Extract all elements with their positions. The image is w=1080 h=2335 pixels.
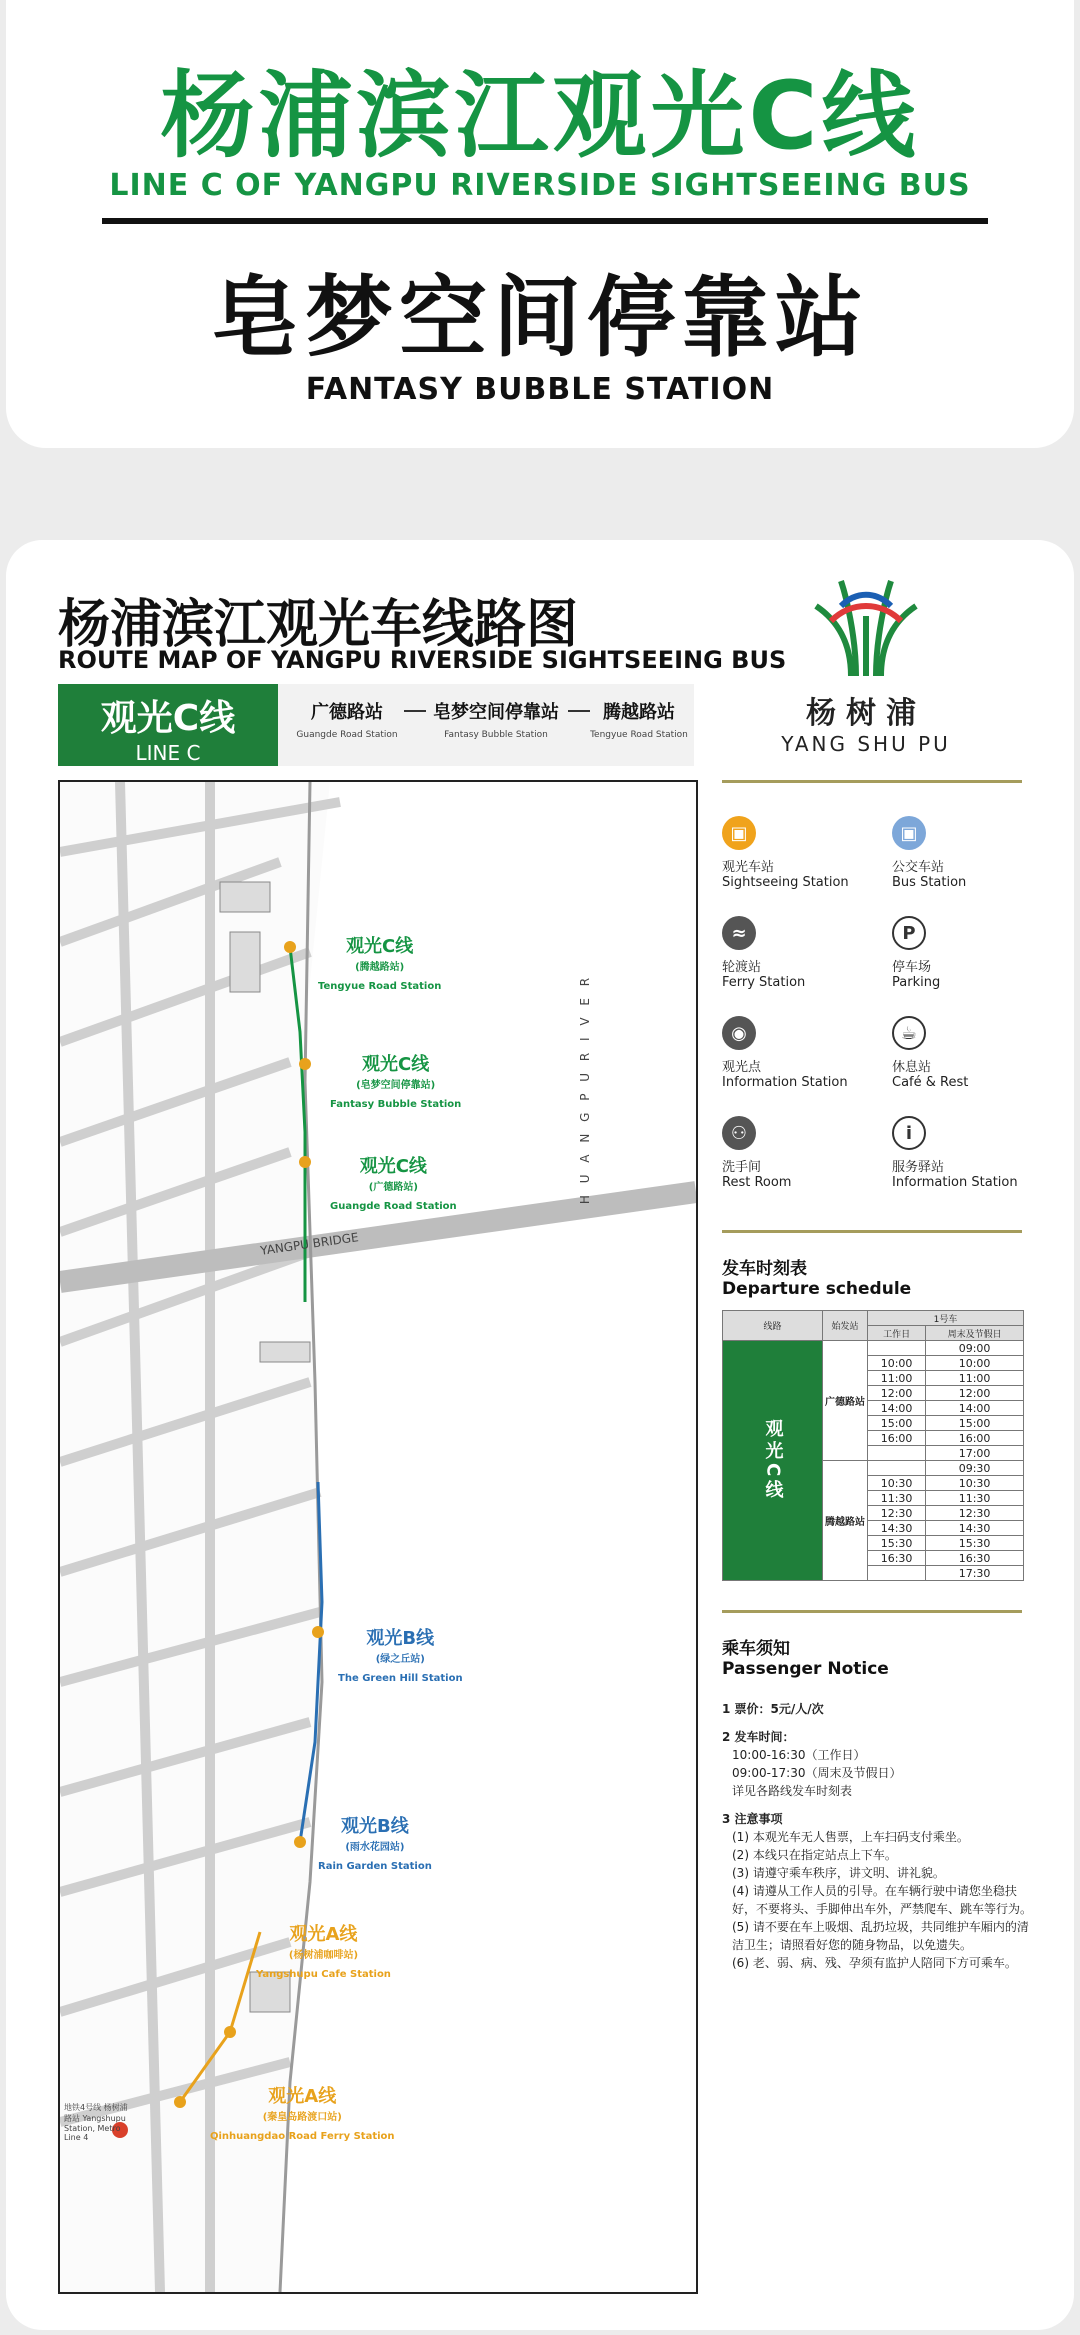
stop-guangde: 广德路站 Guangde Road Station (296, 702, 398, 740)
notice-rule: (5) 请不要在车上吸烟、乱扔垃圾，共同维护车厢内的清洁卫生；请照看好您的随身物品，以免遗失。 (732, 1920, 1029, 1952)
line-title: 杨浦滨江观光C线 (160, 62, 920, 171)
stops-bar (278, 684, 694, 766)
divider (102, 218, 988, 224)
table-row: 11:00 11:00 (723, 1371, 1024, 1386)
map-label-rain-garden: 观光B线 (雨水花园站) Rain Garden Station (318, 1816, 432, 1872)
route-map-panel (6, 540, 1074, 2330)
brand-en: YANG SHU PU (781, 732, 951, 756)
notice-fare: 1 票价：5元/人/次 (722, 1702, 824, 1716)
divider (722, 1230, 1022, 1233)
schedule-line: 观光C线 (723, 1341, 823, 1581)
table-row: 14:30 14:30 (723, 1521, 1024, 1536)
camera-icon: ◉ (722, 1016, 756, 1050)
col-weekend: 周末及节假日 (926, 1326, 1024, 1341)
table-row: 17:00 (723, 1446, 1024, 1461)
station-title: 皂梦空间停靠站 (210, 266, 869, 369)
info-icon: i (892, 1116, 926, 1150)
table-row: 观光C线 广德路站 09:00 (723, 1341, 1024, 1356)
brand-cn: 杨树浦 (806, 696, 926, 731)
stop-tengyue: 腾越路站 Tengyue Road Station (590, 702, 688, 740)
map-label-guangde: 观光C线 (广德路站) Guangde Road Station (330, 1156, 457, 1212)
schedule-table (722, 1310, 1024, 1581)
cafe-icon: ☕ (892, 1016, 926, 1050)
map-label-yangshupu-cafe: 观光A线 (杨树浦咖啡站) Yangshupu Cafe Station (256, 1924, 391, 1980)
schedule-title: 发车时刻表 Departure schedule (722, 1259, 912, 1299)
notice-title: 乘车须知 Passenger Notice (722, 1639, 889, 1679)
line-title-en: LINE C OF YANGPU RIVERSIDE SIGHTSEEING BUS (109, 168, 971, 203)
col-weekday: 工作日 (868, 1326, 926, 1341)
river-label: H U A N G P U R I V E R (578, 973, 593, 1205)
legend-bus: ▣ 公交车站 Bus Station (892, 816, 1052, 890)
map-subtitle: ROUTE MAP OF YANGPU RIVERSIDE SIGHTSEEING BUS (58, 646, 787, 674)
notice-rules-heading: 3 注意事项 (722, 1812, 783, 1826)
table-row: 15:00 15:00 (723, 1416, 1024, 1431)
table-row: 17:30 (723, 1566, 1024, 1581)
legend-ferry: ≈ 轮渡站 Ferry Station (722, 916, 882, 990)
legend-cafe: ☕ 休息站 Café & Rest (892, 1016, 1052, 1090)
table-row: 11:30 11:30 (723, 1491, 1024, 1506)
table-row: 16:30 16:30 (723, 1551, 1024, 1566)
divider (722, 780, 1022, 783)
station-sign (6, 0, 1074, 448)
restroom-icon: ⚇ (722, 1116, 756, 1150)
stop-connector (404, 710, 426, 712)
legend-sightseeing-point: ◉ 观光点 Information Station (722, 1016, 882, 1090)
bridge-label: YANGPU BRIDGE (259, 1230, 360, 1258)
ferry-icon: ≈ (722, 916, 756, 950)
table-row: 12:00 12:00 (723, 1386, 1024, 1401)
col-line: 线路 (723, 1311, 823, 1341)
map-label-fantasy-bubble: 观光C线 (皂梦空间停靠站) Fantasy Bubble Station (330, 1054, 462, 1110)
notice-rule: (4) 请遵从工作人员的引导。在车辆行驶中请您坐稳扶好，不要将头、手脚伸出车外，严禁爬车、跳车等行为。 (732, 1884, 1033, 1916)
legend-parking: P 停车场 Parking (892, 916, 1052, 990)
table-row: 16:00 16:00 (723, 1431, 1024, 1446)
line-badge-cn: 观光C线 (100, 698, 236, 739)
legend-sightseeing: ▣ 观光车站 Sightseeing Station (722, 816, 882, 890)
map-label-green-hill: 观光B线 (绿之丘站) The Green Hill Station (338, 1628, 463, 1684)
legend-info: i 服务驿站 Information Station (892, 1116, 1052, 1190)
divider (722, 1610, 1022, 1613)
passenger-notice: 1 票价：5元/人/次 2 发车时间： 10:00-16:30（工作日） 09:00-17:30（周末及节假日） 详见各路线发车时刻表 3 注意事项 (1) 本观光车无人售票，上车扫码支付乘坐。 (2) 本线只在指定站点上下车。 (3) 请遵守乘车秩序，讲文明、讲礼貌。 (4) 请遵从工作人员的引导。在车辆行驶中请您坐稳扶好，不要将头、手脚伸出车外，严禁爬车、跳车等行为。 (5) 请不要在车上吸烟、乱扔垃圾，共同维护车厢内的清洁卫生；请照看好您的随身物品，以免遗失。 (6) 老、弱、病、残、孕须有监护人陪同下方可乘车。 (722, 1702, 1033, 1970)
station-title-en: FANTASY BUBBLE STATION (305, 372, 775, 407)
schedule-stop: 腾越路站 (823, 1461, 868, 1581)
table-row: 10:00 10:00 (723, 1356, 1024, 1371)
line-badge (58, 684, 278, 766)
table-row: 腾越路站 09:30 (723, 1461, 1024, 1476)
legend-restroom: ⚇ 洗手间 Rest Room (722, 1116, 882, 1190)
table-row: 12:30 12:30 (723, 1506, 1024, 1521)
col-car: 1号车 (868, 1311, 1024, 1326)
bus-stop-icon: ▣ (892, 816, 926, 850)
tree-logo-icon (811, 576, 921, 676)
notice-rule: (1) 本观光车无人售票，上车扫码支付乘坐。 (732, 1830, 969, 1844)
bus-icon: ▣ (722, 816, 756, 850)
route-map (58, 780, 698, 2294)
map-title: 杨浦滨江观光车线路图 (58, 595, 579, 655)
line-badge-en: LINE C (135, 741, 201, 765)
schedule-stop: 广德路站 (823, 1341, 868, 1461)
map-drawing (60, 782, 696, 2292)
yangshupu-logo (766, 576, 966, 756)
metro-label: 地铁4号线 杨树浦路站 Yangshupu Station, Metro Line 4 (64, 2103, 128, 2142)
stop-fantasy-bubble: 皂梦空间停靠站 Fantasy Bubble Station (433, 702, 559, 740)
table-row: 15:30 15:30 (723, 1536, 1024, 1551)
table-row: 10:30 10:30 (723, 1476, 1024, 1491)
map-label-qinhuangdao-ferry: 观光A线 (秦皇岛路渡口站) Qinhuangdao Road Ferry Station (210, 2086, 395, 2142)
notice-time-heading: 2 发车时间： (722, 1730, 795, 1744)
map-label-tengyue: 观光C线 (腾越路站) Tengyue Road Station (318, 936, 442, 992)
notice-rule: (3) 请遵守乘车秩序，讲文明、讲礼貌。 (732, 1866, 945, 1880)
notice-rule: (2) 本线只在指定站点上下车。 (732, 1848, 897, 1862)
table-row: 14:00 14:00 (723, 1401, 1024, 1416)
notice-rule: (6) 老、弱、病、残、孕须有监护人陪同下方可乘车。 (732, 1956, 1017, 1970)
col-stop: 始发站 (823, 1311, 868, 1341)
parking-icon: P (892, 916, 926, 950)
